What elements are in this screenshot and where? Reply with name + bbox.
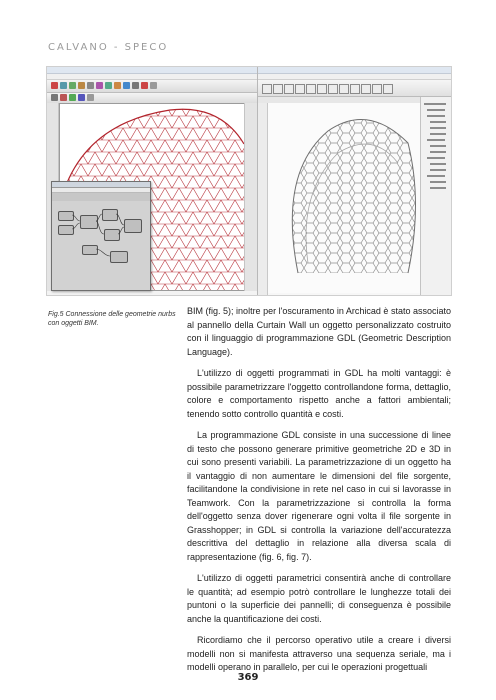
tool-icon[interactable] [328, 84, 338, 94]
archicad-titlebar [258, 67, 451, 74]
tool-icon[interactable] [273, 84, 283, 94]
grasshopper-window[interactable] [51, 181, 151, 291]
tool-icon[interactable] [69, 82, 76, 89]
tool-icon[interactable] [141, 82, 148, 89]
navigator-item[interactable] [427, 115, 445, 117]
navigator-item[interactable] [424, 103, 446, 105]
navigator-item[interactable] [430, 163, 446, 165]
tool-icon[interactable] [306, 84, 316, 94]
tool-icon[interactable] [114, 82, 121, 89]
tool-icon[interactable] [60, 94, 67, 101]
navigator-item[interactable] [430, 121, 446, 123]
navigator-item[interactable] [430, 133, 446, 135]
archicad-toolbox[interactable] [258, 103, 268, 295]
page-number: 369 [237, 672, 259, 683]
archicad-3d-viewport[interactable] [268, 103, 420, 293]
tool-icon[interactable] [262, 84, 272, 94]
tool-icon[interactable] [317, 84, 327, 94]
running-header: CALVANO - SPECO [48, 42, 169, 53]
tool-icon[interactable] [339, 84, 349, 94]
figure-caption: Fig.5 Connessione delle geometrie nurbs con oggetti BIM. [48, 311, 176, 327]
gh-wires [52, 201, 150, 290]
tool-icon[interactable] [87, 94, 94, 101]
tool-icon[interactable] [60, 82, 67, 89]
tool-icon[interactable] [51, 82, 58, 89]
tool-icon[interactable] [78, 82, 85, 89]
navigator-item[interactable] [427, 139, 445, 141]
paragraph: La programmazione GDL consiste in una successione di linee di testo che possono generare primitive geometriche 2D e 3D in cui sono presenti variabili. La parametrizzazione di un oggetto ha il vantaggio di non aumentare le dimensioni del file sorgente, facilitandone la condivisione in rete nel caso in cui si lavorasse in Teamwork. Con la parametrizzazione si controlla la forma dell'oggetto senza dover rigenerare ogni volta il file sorgente in Grasshopper; in GDL si controlla la variazione dell'accuratezza descrittiva del dettaglio in relazione alla diversa scala di rappresentazione (fig. 6, fig. 7). [187, 430, 451, 562]
navigator-item[interactable] [427, 175, 445, 177]
tool-icon[interactable] [361, 84, 371, 94]
archicad-toolbar [258, 80, 451, 97]
archicad-navigator-panel[interactable] [420, 97, 451, 295]
rhino-titlebar [47, 67, 257, 74]
tool-icon[interactable] [284, 84, 294, 94]
navigator-item[interactable] [430, 187, 446, 189]
body-text [187, 305, 451, 683]
tool-icon[interactable] [372, 84, 382, 94]
grasshopper-canvas[interactable] [52, 201, 150, 290]
navigator-item[interactable] [430, 145, 446, 147]
tool-icon[interactable] [295, 84, 305, 94]
paragraph: BIM (fig. 5); inoltre per l'oscuramento in Archicad è stato associato al pannello della Curtain Wall un oggetto personalizzato costruito con il linguaggio di programmazione GDL (Geometric Description Language). [187, 306, 451, 357]
tool-icon[interactable] [69, 94, 76, 101]
navigator-item[interactable] [430, 151, 446, 153]
paragraph: L'utilizzo di oggetti parametrici consentirà anche di controllare le quantità; ad esempio potrò controllare le lunghezze totali dei puntoni o la superficie dei pannelli; di conseguenza è possibile anche la quantificazione dei costi. [187, 573, 451, 624]
tool-icon[interactable] [383, 84, 393, 94]
tool-icon[interactable] [51, 94, 58, 101]
figure-screenshot [46, 66, 452, 296]
paragraph: Ricordiamo che il percorso operativo utile a creare i diversi modelli non si manifesta attraverso una sequenza seriale, ma i modelli operano in parallelo, per cui le operazioni progettuali [187, 635, 451, 672]
rhino-window [47, 67, 258, 295]
tool-icon[interactable] [123, 82, 130, 89]
tool-icon[interactable] [96, 82, 103, 89]
rhino-toolbar [47, 80, 257, 93]
navigator-item[interactable] [430, 169, 446, 171]
tool-icon[interactable] [150, 82, 157, 89]
tool-icon[interactable] [87, 82, 94, 89]
grey-dome-model [268, 103, 420, 293]
archicad-window [258, 67, 451, 295]
tool-icon[interactable] [78, 94, 85, 101]
tool-icon[interactable] [132, 82, 139, 89]
navigator-item[interactable] [430, 127, 446, 129]
paragraph: L'utilizzo di oggetti programmati in GDL ha molti vantaggi: è possibile parametrizzare l'oggetto controllandone forma, dettaglio, colore e comportamento rispetto anche a fattori ambientali; tenendo sotto controllo quantità e costi. [187, 368, 451, 419]
navigator-item[interactable] [427, 109, 445, 111]
tool-icon[interactable] [350, 84, 360, 94]
tool-icon[interactable] [105, 82, 112, 89]
navigator-item[interactable] [430, 181, 446, 183]
navigator-item[interactable] [427, 157, 445, 159]
rhino-right-toolbar[interactable] [244, 103, 257, 291]
